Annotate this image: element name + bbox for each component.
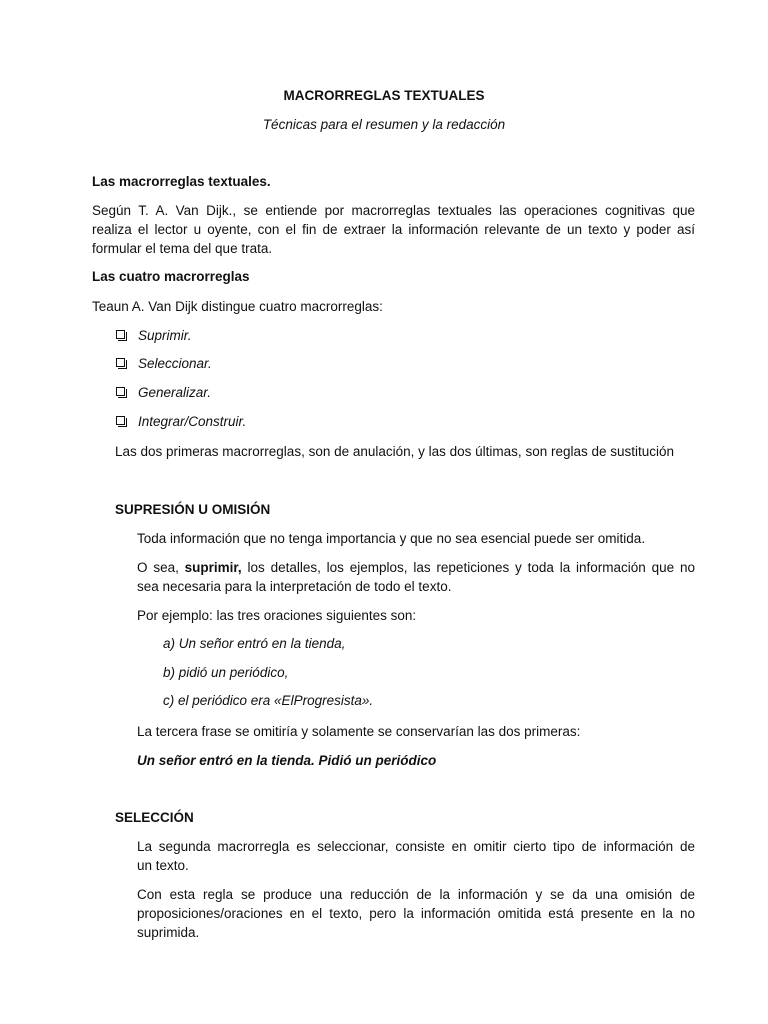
suprimir-emphasis: suprimir, — [184, 560, 242, 575]
document-subtitle: Técnicas para el resumen y la redacción — [262, 117, 506, 132]
document-title: MACRORREGLAS TEXTUALES — [283, 88, 485, 103]
checkbox-bullet-icon — [116, 416, 125, 425]
four-rules-heading: Las cuatro macrorreglas — [92, 269, 250, 284]
suppression-heading: SUPRESIÓN U OMISIÓN — [115, 502, 271, 517]
list-item: Seleccionar. — [138, 356, 212, 371]
suppression-paragraph: Por ejemplo: las tres oraciones siguientes son: — [137, 608, 417, 623]
suppression-result: Un señor entró en la tienda. Pidió un periódico — [137, 753, 437, 768]
example-sentence: c) el periódico era «ElProgresista». — [163, 693, 374, 708]
example-sentence: a) Un señor entró en la tienda, — [163, 636, 346, 651]
intro-paragraph-line: realiza el lector u oyente, con el fin de extraer la información relevante de un texto y poder así — [92, 222, 695, 237]
selection-paragraph-line: La segunda macrorregla es seleccionar, consiste en omitir cierto tipo de información de — [137, 839, 695, 854]
selection-paragraph-line: suprimida. — [137, 925, 200, 940]
four-rules-note: Las dos primeras macrorreglas, son de anulación, y las dos últimas, son reglas de sustitución — [115, 444, 675, 459]
list-item: Integrar/Construir. — [138, 414, 247, 429]
suppression-paragraph: Toda información que no tenga importancia y que no sea esencial puede ser omitida. — [137, 531, 646, 546]
checkbox-bullet-icon — [116, 358, 125, 367]
suppression-paragraph-line: O sea, suprimir, los detalles, los ejemplos, las repeticiones y toda la información que no — [137, 560, 695, 575]
selection-heading: SELECCIÓN — [115, 810, 194, 825]
checkbox-bullet-icon — [116, 387, 125, 396]
list-item: Generalizar. — [138, 385, 212, 400]
intro-heading: Las macrorreglas textuales. — [92, 174, 271, 189]
selection-paragraph-line: Con esta regla se produce una reducción de la información y se da una omisión de — [137, 887, 695, 902]
checkbox-bullet-icon — [116, 330, 125, 339]
intro-paragraph-line: formular el tema del que trata. — [92, 241, 273, 256]
four-rules-lead: Teaun A. Van Dijk distingue cuatro macrorreglas: — [92, 299, 383, 314]
list-item: Suprimir. — [138, 328, 192, 343]
selection-paragraph-line: un texto. — [137, 858, 189, 873]
suppression-paragraph: La tercera frase se omitiría y solamente se conservarían las dos primeras: — [137, 724, 581, 739]
intro-paragraph-line: Según T. A. Van Dijk., se entiende por macrorreglas textuales las operaciones cognitivas que — [92, 203, 695, 218]
selection-paragraph-line: proposiciones/oraciones en el texto, pero la información omitida está presente en la no — [137, 906, 695, 921]
example-sentence: b) pidió un periódico, — [163, 665, 289, 680]
suppression-paragraph-line: sea necesaria para la interpretación de todo el texto. — [137, 579, 452, 594]
